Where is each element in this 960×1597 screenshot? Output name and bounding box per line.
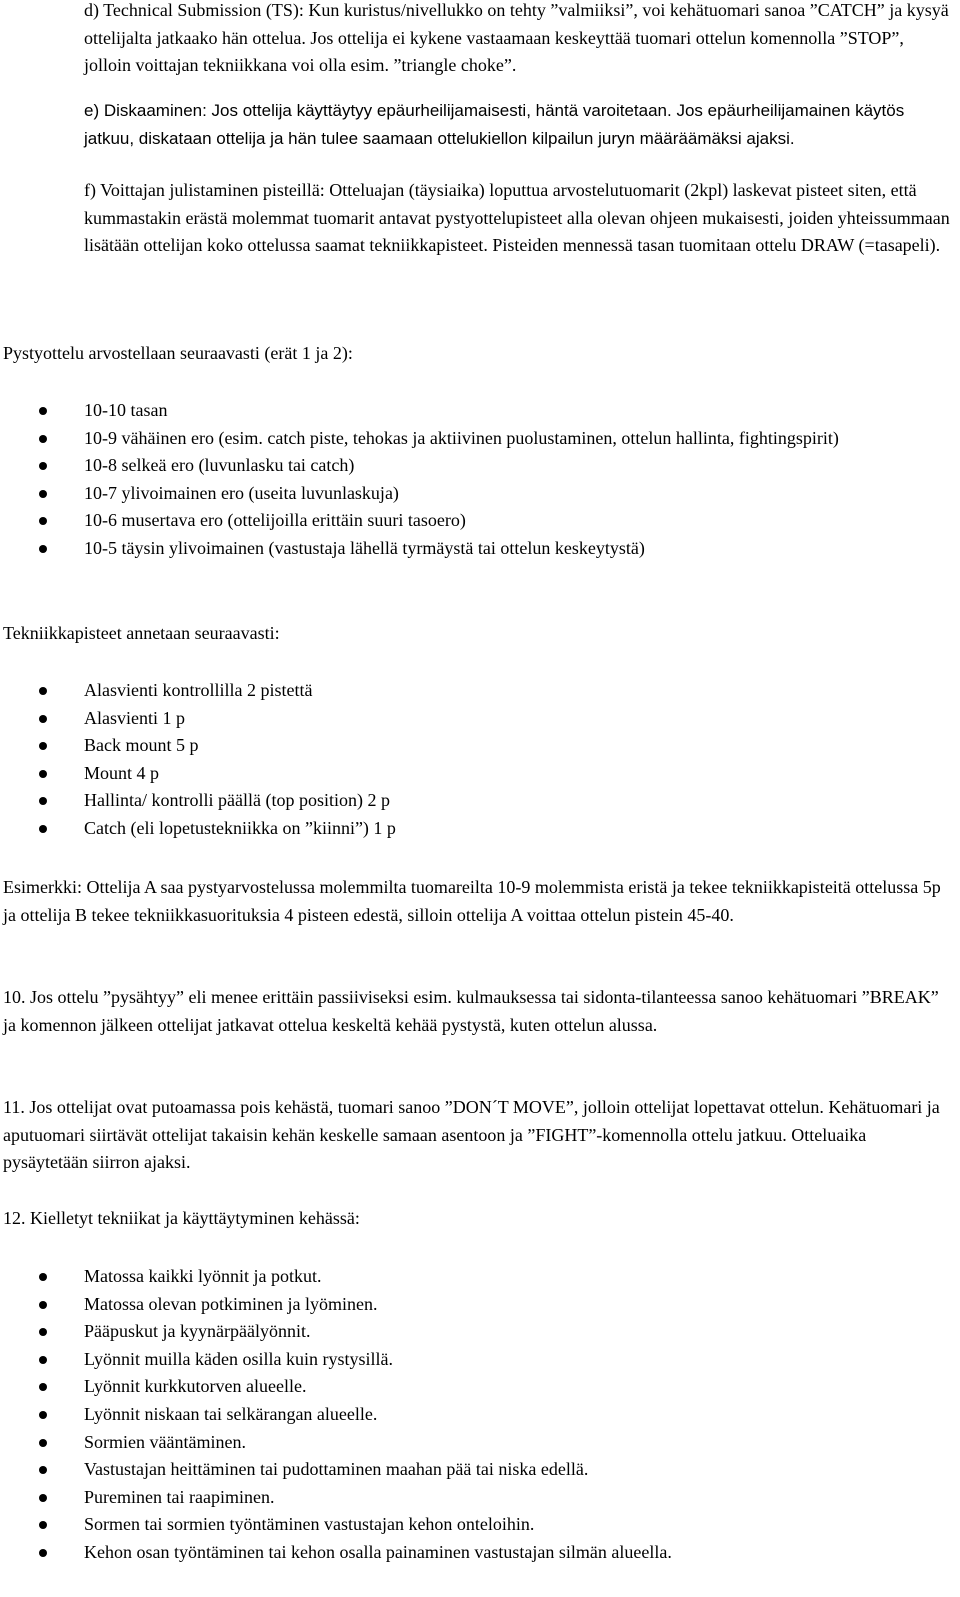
list-item: Lyönnit niskaan tai selkärangan alueelle. bbox=[0, 1401, 954, 1429]
list-item: Sormien vääntäminen. bbox=[0, 1429, 954, 1457]
list-item: Matossa kaikki lyönnit ja potkut. bbox=[0, 1263, 954, 1291]
list-item: Hallinta/ kontrolli päällä (top position) 2 p bbox=[0, 787, 954, 815]
list-item: 10-9 vähäinen ero (esim. catch piste, tehokas ja aktiivinen puolustaminen, ottelun hallinta, fightingspirit) bbox=[0, 425, 954, 453]
list-item: Lyönnit kurkkutorven alueelle. bbox=[0, 1373, 954, 1401]
bullet-icon bbox=[39, 545, 47, 553]
bullet-icon bbox=[39, 1383, 47, 1391]
bullet-icon bbox=[39, 1466, 47, 1474]
rule-11-dont-move: 11. Jos ottelijat ovat putoamassa pois kehästä, tuomari sanoo ”DON´T MOVE”, jolloin ottelijat lopettavat ottelun. Kehätuomari ja aputuomari siirtävät ottelijat takaisin kehän keskelle samaan asentoon ja ”FIGHT”-komennolla ottelu jatkuu. Otteluaika pysäytetään siirron ajaksi. bbox=[3, 1097, 940, 1172]
bullet-icon bbox=[39, 1549, 47, 1557]
bullet-icon bbox=[39, 1356, 47, 1364]
technique-points-heading: Tekniikkapisteet annetaan seuraavasti: bbox=[3, 623, 280, 643]
list-item: Alasvienti 1 p bbox=[0, 705, 954, 733]
list-item: Pääpuskut ja kyynärpäälyönnit. bbox=[0, 1318, 954, 1346]
bullet-icon bbox=[39, 687, 47, 695]
paragraph-points-decision: f) Voittajan julistaminen pisteillä: Otteluajan (täysiaika) loputtua arvostelutuomarit (2kpl) laskevat pisteet siten, että kummastakin erästä molemmat tuomarit antavat pystyottelupisteet alla olevan ohjeen mukaisesti, joiden yhteissummaan lisätään ottelijan koko ottelussa saamat tekniikkapisteet. Pisteiden mennessä tasan tuomitaan ottelu DRAW (=tasapeli). bbox=[84, 180, 950, 255]
bullet-icon bbox=[39, 797, 47, 805]
bullet-icon bbox=[39, 825, 47, 833]
list-item: Matossa olevan potkiminen ja lyöminen. bbox=[0, 1291, 954, 1319]
bullet-icon bbox=[39, 1411, 47, 1419]
bullet-icon bbox=[39, 1301, 47, 1309]
paragraph-technical-submission: d) Technical Submission (TS): Kun kuristus/nivellukko on tehty ”valmiiksi”, voi kehätuomari sanoa ”CATCH” ja kysyä ottelijalta jatkaako hän ottelua. Jos ottelija ei kykene vastaamaan keskeyttää tuomari ottelun komennolla ”STOP”, jolloin voittajan tekniikkana voi olla esim. ”triangle choke”. bbox=[84, 0, 949, 75]
bullet-icon bbox=[39, 435, 47, 443]
bullet-icon bbox=[39, 1328, 47, 1336]
list-item: Mount 4 p bbox=[0, 760, 954, 788]
list-item: Sormen tai sormien työntäminen vastustajan kehon onteloihin. bbox=[0, 1511, 954, 1539]
technique-points-list bbox=[0, 677, 960, 843]
rule-10-break: 10. Jos ottelu ”pysähtyy” eli menee erittäin passiiviseksi esim. kulmauksessa tai sidonta-tilanteessa sanoo kehätuomari ”BREAK” ja komennon jälkeen ottelijat jatkavat ottelua keskeltä kehää pystystä, kuten ottelun alussa. bbox=[3, 987, 939, 1035]
bullet-icon bbox=[39, 462, 47, 470]
list-item: Lyönnit muilla käden osilla kuin rystysillä. bbox=[0, 1346, 954, 1374]
list-item: Pureminen tai raapiminen. bbox=[0, 1484, 954, 1512]
list-item: 10-5 täysin ylivoimainen (vastustaja lähellä tyrmäystä tai ottelun keskeytystä) bbox=[0, 535, 954, 563]
list-item: 10-10 tasan bbox=[0, 397, 954, 425]
bullet-icon bbox=[39, 770, 47, 778]
list-item: Back mount 5 p bbox=[0, 732, 954, 760]
list-item: 10-7 ylivoimainen ero (useita luvunlaskuja) bbox=[0, 480, 954, 508]
bullet-icon bbox=[39, 715, 47, 723]
forbidden-techniques-list bbox=[0, 1263, 960, 1567]
bullet-icon bbox=[39, 517, 47, 525]
standing-scoring-list bbox=[0, 397, 960, 563]
paragraph-disqualification: e) Diskaaminen: Jos ottelija käyttäytyy epäurheilijamaisesti, häntä varoitetaan. Jos epäurheilijamainen käytös jatkuu, diskataan ottelija ja hän tulee saamaan ottelukiellon kilpailun juryn määräämäksi ajaksi. bbox=[84, 101, 905, 148]
bullet-icon bbox=[39, 1439, 47, 1447]
list-item: Kehon osan työntäminen tai kehon osalla painaminen vastustajan silmän alueella. bbox=[0, 1539, 954, 1567]
rule-12-heading: 12. Kielletyt tekniikat ja käyttäytyminen kehässä: bbox=[3, 1208, 360, 1228]
scoring-example: Esimerkki: Ottelija A saa pystyarvostelussa molemmilta tuomareilta 10-9 molemmista eristä ja tekee tekniikkapisteitä ottelussa 5p ja ottelija B tekee tekniikkasuorituksia 4 pisteen edestä, silloin ottelija A voittaa ottelun pistein 45-40. bbox=[3, 877, 941, 925]
list-item: 10-8 selkeä ero (luvunlasku tai catch) bbox=[0, 452, 954, 480]
bullet-icon bbox=[39, 1521, 47, 1529]
bullet-icon bbox=[39, 1273, 47, 1281]
bullet-icon bbox=[39, 742, 47, 750]
list-item: Catch (eli lopetustekniikka on ”kiinni”) 1 p bbox=[0, 815, 954, 843]
list-item: 10-6 musertava ero (ottelijoilla erittäin suuri tasoero) bbox=[0, 507, 954, 535]
bullet-icon bbox=[39, 1494, 47, 1502]
list-item: Vastustajan heittäminen tai pudottaminen maahan pää tai niska edellä. bbox=[0, 1456, 954, 1484]
bullet-icon bbox=[39, 490, 47, 498]
standing-scoring-heading: Pystyottelu arvostellaan seuraavasti (erät 1 ja 2): bbox=[3, 343, 353, 363]
bullet-icon bbox=[39, 407, 47, 415]
list-item: Alasvienti kontrollilla 2 pistettä bbox=[0, 677, 954, 705]
